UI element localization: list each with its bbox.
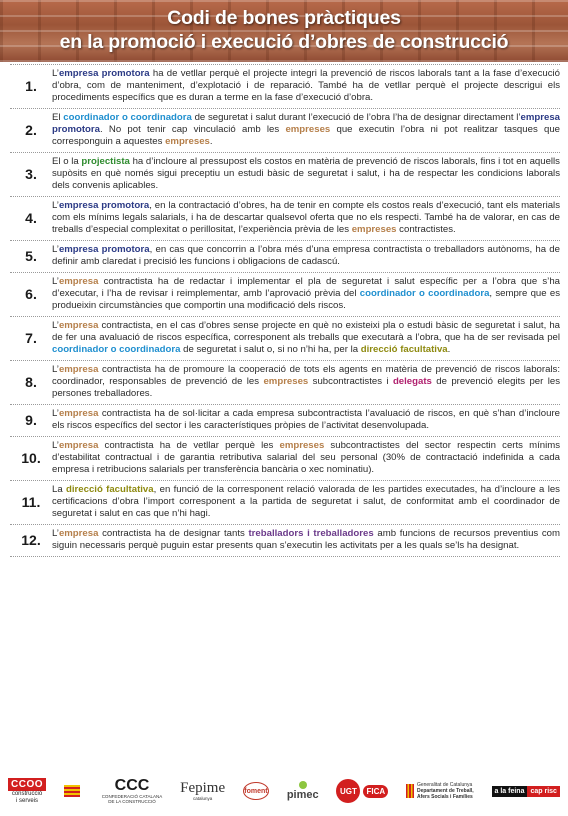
practice-number: 4. <box>25 210 37 226</box>
text-segment: amb funcions de recursos preventius com siguin necessaris perquè puguin estar presents quan s’executin les activitats per a les quals se’ls ha designat. <box>52 528 561 551</box>
generalitat-line3: Afers Socials i Famílies <box>416 794 473 800</box>
ccoo-sub1: construcció <box>11 790 43 797</box>
highlight-term: empresa <box>58 528 99 539</box>
practice-number: 9. <box>25 412 37 428</box>
highlight-term: empreses <box>279 440 325 451</box>
text-segment: contractista ha de sol·licitar a cada empresa subcontractista l’avaluació de riscos, en què s’han d’incloure els riscos específics del sector i les característiques pròpies de l’activitat desenvolupada. <box>52 408 560 431</box>
practice-text <box>52 68 560 104</box>
practice-text <box>52 112 560 148</box>
highlight-term: empreses <box>263 376 309 387</box>
practices-list <box>10 64 560 557</box>
text-segment: , en la contractació d’obres, ha de tenir en compte els costos reals d’execució, tant els materials com els mínims legals salarials, i ha de descartar qualsevol oferta que no els respecti. També ha de valorar, en cas de treballs d’especial complexitat o perillositat, l’experiència prèvia de les <box>52 200 560 235</box>
ccoo-logo-text: CCOO <box>8 778 46 791</box>
ccc-sub2: DE LA CONSTRUCCIÓ <box>108 799 156 804</box>
cap-risc-text-a: a la feina <box>492 786 528 797</box>
practice-item <box>10 197 560 241</box>
practice-item <box>10 241 560 273</box>
practice-text <box>52 440 560 476</box>
text-segment: contractista ha de promoure la cooperació de tots els agents en matèria de prevenció de riscos laborals: coordinador, responsables de prevenció de les <box>52 364 560 387</box>
text-segment: L’ <box>52 200 59 211</box>
text-segment: contractista ha de designar tants <box>98 528 249 539</box>
practice-item <box>10 153 560 197</box>
pimec-dot-icon <box>299 781 307 789</box>
practice-text <box>52 408 560 432</box>
practice-text <box>52 200 560 236</box>
highlight-term: empresa promotora <box>58 68 150 79</box>
ccoo-sub2: i serveis <box>15 797 38 804</box>
text-segment: . No pot tenir cap vinculació amb les <box>99 124 286 135</box>
text-segment: L’ <box>52 528 59 539</box>
practice-item <box>10 481 560 525</box>
page-title-line1: Codi de bones pràctiques <box>167 7 401 29</box>
practice-item <box>10 317 560 361</box>
text-segment: El <box>52 112 64 123</box>
generalitat-line1: Generalitat de Catalunya <box>416 782 473 788</box>
text-segment: contractistes. <box>396 224 456 235</box>
text-segment: de prevenció elegits per les persones treballadores. <box>52 376 560 399</box>
text-segment: que executin l’obra ni pot realitzar tasques que corresponguin a aquestes <box>52 124 560 147</box>
fica-logo-text: FICA <box>363 785 388 798</box>
highlight-term: empresa <box>58 276 99 287</box>
highlight-term: treballadors i treballadores <box>248 528 374 539</box>
practice-text <box>52 320 560 356</box>
practice-number: 8. <box>25 374 37 390</box>
text-segment: contractista ha de vetllar perquè les <box>98 440 280 451</box>
pimec-logo <box>287 781 319 801</box>
foment-circle-icon <box>243 782 269 800</box>
practice-item <box>10 525 560 557</box>
highlight-term: empresa promotora <box>52 112 561 135</box>
text-segment: de seguretat i salut durant l’execució de l’obra l’ha de designar directament l’ <box>191 112 521 123</box>
fepime-logo-text: Fepime <box>180 780 226 796</box>
text-segment: L’ <box>52 408 59 419</box>
generalitat-logo <box>406 782 474 800</box>
ugt-fica-logo <box>336 779 388 803</box>
text-segment: ha de vetllar perquè el projecte integri la prevenció de riscos laborals tant a la fase d’execució d’obra, com de manteniment, d’explotació i de reparació. També ha de vetllar perquè el projecte descrigui els procediments específics que es duran a terme en la fase d’execució d’obra. <box>52 68 560 103</box>
highlight-term: direcció facultativa <box>66 484 154 495</box>
pimec-logo-text: pimec <box>286 789 319 801</box>
text-segment: subcontractistes del sector respectin certs mínims d’estabilitat contractual i de garantia retributiva salarial del seu personal (30% de contractació indefinida a cada empresa i retribucions salarials per transferència bancària o xec nominatiu). <box>52 440 560 475</box>
highlight-term: empreses <box>285 124 331 135</box>
text-segment: contractista ha de redactar i implementar el pla de seguretat i salut específic per a l’obra que s’ha d’executar, i l’ha de revisar i reimplementar, amb l’aprovació prèvia del <box>52 276 560 299</box>
practice-item <box>10 405 560 437</box>
text-segment: subcontractistes i <box>308 376 393 387</box>
ccc-logo-text: CCC <box>114 777 150 794</box>
ccc-logo <box>102 778 163 804</box>
practice-number: 5. <box>25 248 37 264</box>
cap-risc-text-b: cap risc <box>527 786 559 797</box>
practice-text <box>52 276 560 312</box>
highlight-term: empresa <box>58 364 99 375</box>
practice-number: 2. <box>25 122 37 138</box>
header-banner <box>0 0 568 62</box>
practice-item <box>10 64 560 109</box>
text-segment: El o la <box>52 156 82 167</box>
practice-item <box>10 273 560 317</box>
generalitat-line2: Departament de Treball, <box>416 788 474 794</box>
practice-item <box>10 361 560 405</box>
highlight-term: empresa promotora <box>58 244 150 255</box>
practice-text <box>52 528 560 552</box>
highlight-term: empreses <box>165 136 210 147</box>
text-segment: L’ <box>52 244 59 255</box>
generalitat-flag-icon <box>406 784 414 798</box>
catalan-flag-icon <box>64 785 80 797</box>
fepime-sub: catalunya <box>192 796 213 801</box>
highlight-term: coordinador o coordinadora <box>63 112 192 123</box>
practice-number: 6. <box>25 286 37 302</box>
highlight-term: direcció facultativa <box>360 344 448 355</box>
text-segment: . <box>209 136 213 147</box>
practice-number: 11. <box>21 494 41 510</box>
ccoo-logo <box>8 778 46 805</box>
text-segment: ha d’incloure al pressupost els costos en matèria de prevenció de riscos laborals, fins i tot en aquells supòsits en què només sigui preceptiu un estudi bàsic de seguretat i salut, i ha de respectar les condicions laborals dels convenis aplicables. <box>52 156 560 191</box>
highlight-term: delegats <box>392 376 432 387</box>
highlight-term: empresa promotora <box>58 200 150 211</box>
fepime-logo <box>180 781 225 801</box>
text-segment: L’ <box>52 68 59 79</box>
practice-number: 3. <box>25 166 37 182</box>
page-title-line2: en la promoció i execució d’obres de construcció <box>59 31 509 53</box>
foment-logo-text: foment <box>244 787 268 795</box>
highlight-term: empresa <box>58 440 99 451</box>
highlight-term: projectista <box>81 156 130 167</box>
ugt-logo-text: UGT <box>336 779 360 803</box>
footer-logos <box>0 766 568 816</box>
highlight-term: coordinador o coordinadora <box>359 288 490 299</box>
practice-item <box>10 437 560 481</box>
text-segment: de seguretat i salut o, si no n’hi ha, per la <box>180 344 361 355</box>
practice-number: 10. <box>21 450 41 466</box>
text-segment: . <box>447 344 451 355</box>
practice-text <box>52 244 560 268</box>
highlight-term: empresa <box>58 320 99 331</box>
text-segment: L’ <box>52 440 59 451</box>
text-segment: , en cas que concorrin a l’obra més d’una empresa contractista o treballadors autònoms, ha de definir amb claredat i precisió les funcions i obligacions de cadascú. <box>52 244 560 267</box>
text-segment: , sempre que es produeixin circumstàncies que comportin una modificació dels riscos. <box>52 288 560 311</box>
practice-item <box>10 109 560 153</box>
text-segment: L’ <box>52 320 59 331</box>
practice-number: 1. <box>25 78 37 94</box>
highlight-term: coordinador o coordinadora <box>52 344 181 355</box>
text-segment: L’ <box>52 364 59 375</box>
highlight-term: empresa <box>58 408 99 419</box>
practice-text <box>52 484 560 520</box>
text-segment: La <box>52 484 67 495</box>
practice-number: 7. <box>25 330 37 346</box>
practice-number: 12. <box>21 532 41 548</box>
ccc-sub1: CONFEDERACIÓ CATALANA <box>101 794 163 799</box>
text-segment: L’ <box>52 276 59 287</box>
ugt-flag-logo <box>64 785 84 797</box>
practice-text <box>52 364 560 400</box>
practice-text <box>52 156 560 192</box>
text-segment: contractista, en el cas d’obres sense projecte en què no existeixi pla o estudi bàsic de seguretat i salut, ha de fer una avaluació de riscos específica, corresponent als treballs que executarà a l’obra, que ha de ser revisada pel <box>52 320 560 343</box>
foment-logo <box>243 782 269 800</box>
highlight-term: empreses <box>351 224 397 235</box>
text-segment: , en funció de la corresponent relació valorada de les partides executades, ha d’incloure a les certificacions d’obra l’import corresponent a la partida de seguretat i salut, de conformitat amb el coordinador de seguretat i salut en cas que n’hi hagi. <box>52 484 560 519</box>
cap-risc-logo <box>492 786 560 797</box>
